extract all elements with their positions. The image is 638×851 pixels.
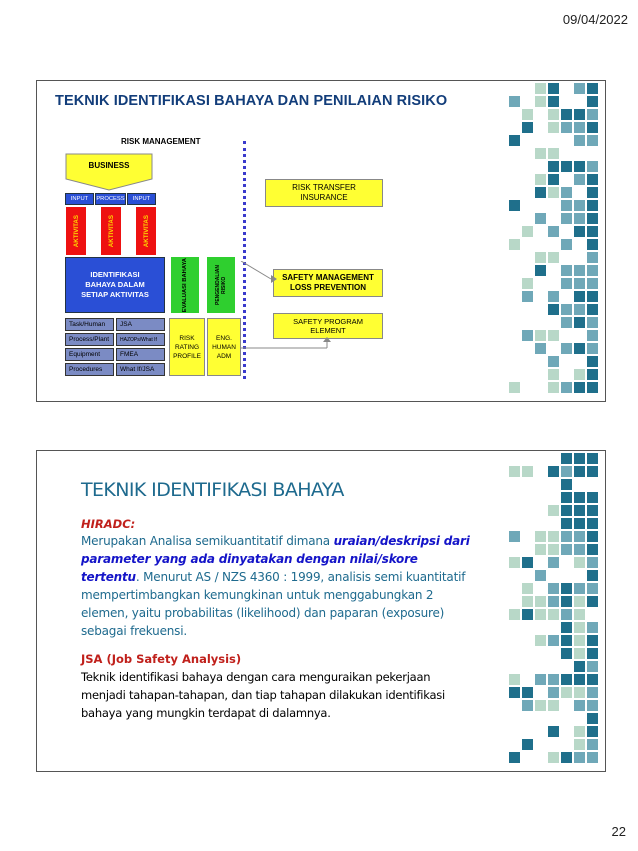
- mosaic-tile: [587, 752, 598, 763]
- aktivitas-box-1: AKTIVITAS: [66, 207, 86, 255]
- mosaic-tile: [587, 226, 598, 237]
- mosaic-tile: [548, 96, 559, 107]
- mosaic-tile: [535, 343, 546, 354]
- mosaic-tile: [587, 135, 598, 146]
- mosaic-tile: [535, 83, 546, 94]
- mosaic-tile: [587, 369, 598, 380]
- mosaic-tile: [587, 531, 598, 542]
- mosaic-tile: [548, 674, 559, 685]
- mosaic-tile: [548, 557, 559, 568]
- aktivitas-box-3: AKTIVITAS: [136, 207, 156, 255]
- slide-risk-assessment: [36, 80, 606, 402]
- mosaic-tile: [548, 726, 559, 737]
- mosaic-tile: [587, 687, 598, 698]
- mosaic-tile: [574, 596, 585, 607]
- mosaic-tile: [574, 109, 585, 120]
- mosaic-tile: [587, 713, 598, 724]
- mosaic-tile: [574, 609, 585, 620]
- mosaic-tile: [587, 109, 598, 120]
- mosaic-tile: [522, 466, 533, 477]
- mosaic-tile: [561, 213, 572, 224]
- mosaic-tile: [574, 752, 585, 763]
- mosaic-tile: [561, 583, 572, 594]
- mosaic-tile: [587, 174, 598, 185]
- risk-management-label: RISK MANAGEMENT: [121, 137, 201, 146]
- mosaic-tile: [574, 382, 585, 393]
- mosaic-tile: [522, 330, 533, 341]
- mosaic-tile: [522, 291, 533, 302]
- connector-arrows: [197, 261, 387, 361]
- mosaic-tile: [522, 596, 533, 607]
- mosaic-tile: [548, 161, 559, 172]
- mosaic-tile: [509, 752, 520, 763]
- mosaic-tile: [548, 83, 559, 94]
- mosaic-tile: [522, 739, 533, 750]
- mosaic-tile: [548, 544, 559, 555]
- mosaic-tile: [509, 200, 520, 211]
- mosaic-tile: [587, 343, 598, 354]
- mosaic-tile: [587, 466, 598, 477]
- eng-human-adm-box: ENG. HUMAN ADM: [207, 318, 241, 376]
- mosaic-tile: [587, 187, 598, 198]
- mosaic-tile: [574, 492, 585, 503]
- mosaic-tile: [561, 492, 572, 503]
- mosaic-tile: [574, 635, 585, 646]
- mosaic-tile: [561, 278, 572, 289]
- mosaic-tile: [574, 122, 585, 133]
- mosaic-tile: [561, 122, 572, 133]
- mosaic-tile: [587, 213, 598, 224]
- mosaic-tile: [574, 674, 585, 685]
- mosaic-tile: [548, 304, 559, 315]
- mosaic-tile: [574, 505, 585, 516]
- mosaic-tile: [535, 187, 546, 198]
- method-cell: What If/JSA: [116, 363, 165, 376]
- mosaic-tile: [509, 382, 520, 393]
- mosaic-tile: [587, 505, 598, 516]
- mosaic-tile: [548, 187, 559, 198]
- mosaic-tile: [587, 622, 598, 633]
- slide-title: TEKNIK IDENTIFIKASI BAHAYA: [81, 479, 344, 501]
- mosaic-tile: [574, 278, 585, 289]
- evaluasi-bahaya-box: EVALUASI BAHAYA: [171, 257, 199, 313]
- date: 09/04/2022: [562, 12, 628, 27]
- business-label: BUSINESS: [88, 160, 130, 170]
- hiradc-heading: HIRADC:: [81, 517, 136, 531]
- mosaic-tile: [587, 661, 598, 672]
- tool-cell: Task/Human: [65, 318, 114, 331]
- mosaic-tile: [509, 687, 520, 698]
- mosaic-tile: [535, 635, 546, 646]
- mosaic-tile: [535, 330, 546, 341]
- mosaic-tile: [561, 304, 572, 315]
- mosaic-tile: [535, 674, 546, 685]
- mosaic-tile: [548, 356, 559, 367]
- mosaic-tile: [509, 135, 520, 146]
- mosaic-tile: [561, 453, 572, 464]
- risk-transfer-box: RISK TRANSFER INSURANCE: [265, 179, 383, 207]
- mosaic-tile: [548, 369, 559, 380]
- mosaic-tile: [587, 492, 598, 503]
- tool-cell: Equipment: [65, 348, 114, 361]
- mosaic-tile: [574, 453, 585, 464]
- mosaic-tile: [574, 291, 585, 302]
- identifikasi-bahaya-box: IDENTIFIKASI BAHAYA DALAM SETIAP AKTIVITAS: [65, 257, 165, 313]
- mosaic-tile: [509, 674, 520, 685]
- mosaic-tile: [574, 135, 585, 146]
- mosaic-tile: [574, 583, 585, 594]
- mosaic-tile: [587, 382, 598, 393]
- mosaic-tile: [561, 161, 572, 172]
- mosaic-tile: [561, 609, 572, 620]
- mosaic-tile: [535, 609, 546, 620]
- mosaic-tile: [561, 317, 572, 328]
- jsa-paragraph: Teknik identifikasi bahaya dengan cara menguraikan pekerjaan menjadi tahapan-tahapan, dan tiap tahapan dilakukan identifikasi bahaya yang mungkin terdapat di dalamnya.: [81, 670, 445, 720]
- mosaic-tile: [509, 96, 520, 107]
- mosaic-tile: [548, 226, 559, 237]
- mosaic-tile: [535, 544, 546, 555]
- mosaic-tile: [574, 304, 585, 315]
- mosaic-tile: [509, 609, 520, 620]
- mosaic-tile: [587, 278, 598, 289]
- slide-hazard-identification: [36, 450, 606, 772]
- mosaic-tile: [561, 687, 572, 698]
- mosaic-tile: [548, 609, 559, 620]
- mosaic-tile: [587, 648, 598, 659]
- mosaic-tile: [587, 544, 598, 555]
- aktivitas-box-2: AKTIVITAS: [101, 207, 121, 255]
- mosaic-tile: [548, 596, 559, 607]
- mosaic-tile: [587, 83, 598, 94]
- decorative-mosaic: [509, 451, 605, 771]
- mosaic-tile: [561, 200, 572, 211]
- mosaic-tile: [548, 687, 559, 698]
- mosaic-tile: [574, 544, 585, 555]
- mosaic-tile: [587, 739, 598, 750]
- mosaic-tile: [548, 291, 559, 302]
- mosaic-tile: [587, 726, 598, 737]
- mosaic-tile: [535, 213, 546, 224]
- mosaic-tile: [548, 583, 559, 594]
- mosaic-tile: [548, 122, 559, 133]
- mosaic-tile: [548, 700, 559, 711]
- mosaic-tile: [535, 531, 546, 542]
- mosaic-tile: [574, 661, 585, 672]
- mosaic-tile: [587, 265, 598, 276]
- page-number: 22: [611, 824, 626, 839]
- mosaic-tile: [522, 226, 533, 237]
- mosaic-tile: [574, 700, 585, 711]
- mosaic-tile: [561, 109, 572, 120]
- hiradc-highlight: uraian/deskripsi dari parameter yang ada dinyatakan dengan nilai/skore tertentu: [81, 534, 470, 584]
- mosaic-tile: [587, 304, 598, 315]
- mosaic-tile: [522, 687, 533, 698]
- slide-body: [81, 517, 471, 722]
- mosaic-tile: [535, 148, 546, 159]
- slide-title: TEKNIK IDENTIFIKASI BAHAYA DAN PENILAIAN RISIKO: [55, 93, 448, 109]
- mosaic-tile: [574, 622, 585, 633]
- mosaic-tile: [587, 453, 598, 464]
- safety-program-element-box: SAFETY PROGRAM ELEMENT: [273, 313, 383, 339]
- mosaic-tile: [561, 622, 572, 633]
- mosaic-tile: [587, 122, 598, 133]
- mosaic-tile: [587, 291, 598, 302]
- mosaic-tile: [587, 252, 598, 263]
- mosaic-tile: [574, 226, 585, 237]
- mosaic-tile: [548, 466, 559, 477]
- mosaic-tile: [522, 700, 533, 711]
- mosaic-tile: [587, 674, 598, 685]
- mosaic-tile: [522, 583, 533, 594]
- mosaic-tile: [587, 700, 598, 711]
- mosaic-tile: [587, 557, 598, 568]
- mosaic-tile: [574, 83, 585, 94]
- mosaic-tile: [587, 239, 598, 250]
- mosaic-tile: [561, 648, 572, 659]
- mosaic-tile: [548, 174, 559, 185]
- mosaic-tile: [574, 265, 585, 276]
- mosaic-tile: [535, 174, 546, 185]
- jsa-heading: JSA (Job Safety Analysis): [81, 652, 242, 666]
- mosaic-tile: [561, 544, 572, 555]
- risk-rating-profile-box: RISK RATING PROFILE: [169, 318, 205, 376]
- mosaic-tile: [587, 356, 598, 367]
- mosaic-tile: [561, 674, 572, 685]
- decorative-mosaic: [509, 81, 605, 401]
- mosaic-tile: [548, 635, 559, 646]
- mosaic-tile: [561, 752, 572, 763]
- mosaic-tile: [535, 252, 546, 263]
- mosaic-tile: [522, 609, 533, 620]
- method-cell: HAZOPs/What If: [116, 333, 165, 346]
- mosaic-tile: [587, 635, 598, 646]
- mosaic-tile: [535, 700, 546, 711]
- mosaic-tile: [522, 109, 533, 120]
- mosaic-tile: [535, 96, 546, 107]
- mosaic-tile: [509, 557, 520, 568]
- mosaic-tile: [574, 317, 585, 328]
- mosaic-tile: [561, 479, 572, 490]
- mosaic-tile: [574, 518, 585, 529]
- process-box: PROCESS: [95, 193, 126, 205]
- mosaic-tile: [587, 161, 598, 172]
- mosaic-tile: [561, 239, 572, 250]
- mosaic-tile: [587, 330, 598, 341]
- mosaic-tile: [535, 570, 546, 581]
- mosaic-tile: [548, 109, 559, 120]
- mosaic-tile: [574, 648, 585, 659]
- mosaic-tile: [574, 739, 585, 750]
- mosaic-tile: [574, 161, 585, 172]
- mosaic-tile: [561, 187, 572, 198]
- mosaic-tile: [574, 213, 585, 224]
- mosaic-tile: [535, 596, 546, 607]
- safety-management-box: SAFETY MANAGEMENT LOSS PREVENTION: [273, 269, 383, 297]
- mosaic-tile: [561, 343, 572, 354]
- mosaic-tile: [587, 596, 598, 607]
- mosaic-tile: [574, 531, 585, 542]
- mosaic-tile: [522, 122, 533, 133]
- mosaic-tile: [574, 687, 585, 698]
- mosaic-tile: [587, 96, 598, 107]
- mosaic-tile: [587, 317, 598, 328]
- mosaic-tile: [574, 557, 585, 568]
- mosaic-tile: [548, 252, 559, 263]
- mosaic-tile: [548, 382, 559, 393]
- mosaic-tile: [574, 200, 585, 211]
- mosaic-tile: [535, 265, 546, 276]
- mosaic-tile: [509, 239, 520, 250]
- mosaic-tile: [561, 596, 572, 607]
- mosaic-tile: [587, 583, 598, 594]
- tool-cell: Procedures: [65, 363, 114, 376]
- mosaic-tile: [561, 466, 572, 477]
- mosaic-tile: [561, 505, 572, 516]
- mosaic-tile: [548, 148, 559, 159]
- tool-cell: Process/Plant: [65, 333, 114, 346]
- method-cell: FMEA: [116, 348, 165, 361]
- mosaic-tile: [574, 174, 585, 185]
- mosaic-tile: [574, 726, 585, 737]
- mosaic-tile: [548, 752, 559, 763]
- mosaic-tile: [561, 635, 572, 646]
- mosaic-tile: [522, 278, 533, 289]
- mosaic-tile: [561, 265, 572, 276]
- mosaic-tile: [509, 531, 520, 542]
- mosaic-tile: [561, 382, 572, 393]
- mosaic-tile: [574, 369, 585, 380]
- mosaic-tile: [587, 570, 598, 581]
- pengendalian-risiko-box: PENGENDALIAN RISIKO: [207, 257, 235, 313]
- mosaic-tile: [522, 557, 533, 568]
- mosaic-tile: [561, 518, 572, 529]
- mosaic-tile: [574, 343, 585, 354]
- mosaic-tile: [548, 531, 559, 542]
- input-left-box: INPUT: [65, 193, 94, 205]
- mosaic-tile: [509, 466, 520, 477]
- hiradc-paragraph: Merupakan Analisa semikuantitatif dimana uraian/deskripsi dari parameter yang ada dinyatakan dengan nilai/skore tertentu. Menurut AS / NZS 4360 : 1999, analisis semi kuantitatif mempertimbangkan kemungkinan untuk menggabungkan 2 elemen, yaitu probabilitas (likelihood) dan paparan (exposure) sebagai frekuensi.: [81, 534, 470, 638]
- mosaic-tile: [587, 518, 598, 529]
- mosaic-tile: [548, 330, 559, 341]
- mosaic-tile: [561, 531, 572, 542]
- mosaic-tile: [574, 466, 585, 477]
- mosaic-tile: [548, 505, 559, 516]
- mosaic-tile: [587, 200, 598, 211]
- method-cell: JSA: [116, 318, 165, 331]
- input-right-box: INPUT: [127, 193, 156, 205]
